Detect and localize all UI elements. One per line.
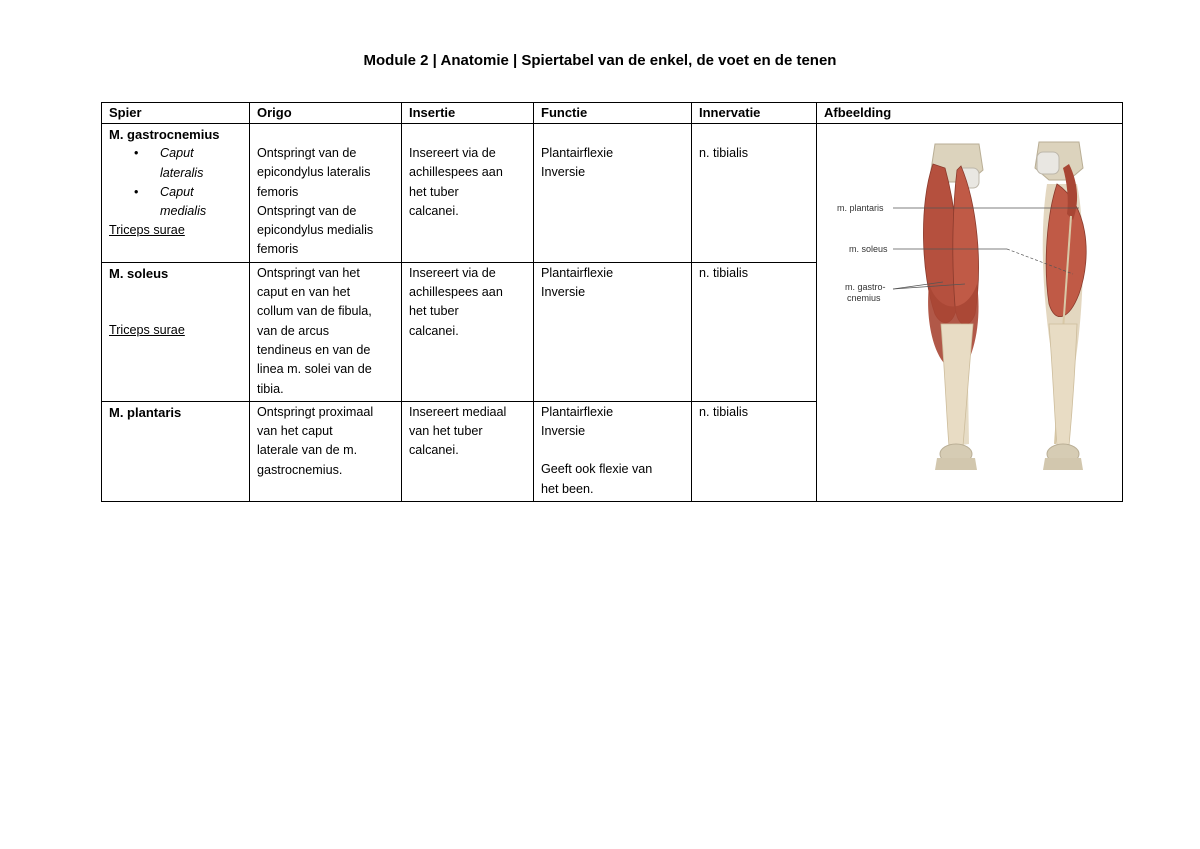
cell-insertie: Insereert mediaal van het tuber calcanei. bbox=[402, 401, 534, 501]
left-leg bbox=[923, 144, 983, 470]
caput-item: • Caput medialis bbox=[134, 184, 207, 219]
origo-text: Ontspringt van de epicondylus lateralis femoris Ontspringt van de epicondylus medialis femoris bbox=[257, 146, 374, 257]
header-functie: Functie bbox=[534, 103, 692, 124]
cell-afbeelding bbox=[817, 124, 1123, 502]
muscle-table bbox=[101, 102, 1123, 502]
innervatie-text: n. tibialis bbox=[699, 265, 748, 280]
cell-origo bbox=[250, 124, 402, 263]
bullet-icon: • bbox=[134, 184, 139, 199]
cell-functie: Plantairflexie Inversie Geeft ook flexie van het been. bbox=[534, 401, 692, 501]
muscle-name: M. plantaris bbox=[109, 404, 182, 420]
cell-innervatie bbox=[692, 262, 817, 401]
right-leg bbox=[1035, 142, 1086, 470]
cell-insertie bbox=[402, 124, 534, 263]
label-gastro-2: cnemius bbox=[847, 293, 881, 303]
insertie-text: Insereert via de achillespees aan het tuber calcanei. bbox=[409, 146, 503, 218]
cell-insertie: Insereert via de achillespees aan het tuber calcanei. bbox=[402, 262, 534, 401]
cell-functie: Plantairflexie Inversie bbox=[534, 262, 692, 401]
innervatie-text: n. tibialis bbox=[699, 146, 748, 160]
cell-innervatie bbox=[692, 401, 817, 501]
cell-origo: Ontspringt proximaal van het caput laterale van de m. gastrocnemius. bbox=[250, 401, 402, 501]
cell-spier bbox=[102, 124, 250, 263]
calf-muscles-illustration bbox=[817, 124, 1122, 488]
table-row bbox=[102, 124, 1123, 263]
caput-list bbox=[109, 144, 243, 221]
cell-origo: Ontspringt van het caput en van het collum van de fibula, van de arcus tendineus en van de linea m. solei van de tibia. bbox=[250, 262, 402, 401]
muscle-name: M. gastrocnemius bbox=[109, 127, 220, 142]
header-origo: Origo bbox=[250, 103, 402, 124]
table-header-row bbox=[102, 103, 1123, 124]
muscle-group: Triceps surae bbox=[109, 223, 185, 238]
label-gastro-1: m. gastro- bbox=[845, 282, 886, 292]
page-title: Module 2 | Anatomie | Spiertabel van de enkel, de voet en de tenen bbox=[363, 52, 837, 69]
caput-item: • Caput lateralis bbox=[134, 146, 204, 180]
innervatie-text: n. tibialis bbox=[699, 404, 748, 419]
cell-functie bbox=[534, 124, 692, 263]
cell-innervatie bbox=[692, 124, 817, 263]
muscle-group: Triceps surae bbox=[109, 323, 185, 338]
header-spier: Spier bbox=[102, 103, 250, 124]
label-soleus: m. soleus bbox=[849, 244, 888, 254]
functie-text: Plantairflexie Inversie bbox=[541, 146, 614, 180]
header-innervatie: Innervatie bbox=[692, 103, 817, 124]
muscle-name: M. soleus bbox=[109, 265, 169, 281]
header-afbeelding: Afbeelding bbox=[817, 103, 1123, 124]
cell-spier bbox=[102, 401, 250, 501]
header-insertie: Insertie bbox=[402, 103, 534, 124]
bullet-icon: • bbox=[134, 146, 139, 161]
label-plantaris: m. plantaris bbox=[837, 203, 884, 213]
cell-spier bbox=[102, 262, 250, 401]
